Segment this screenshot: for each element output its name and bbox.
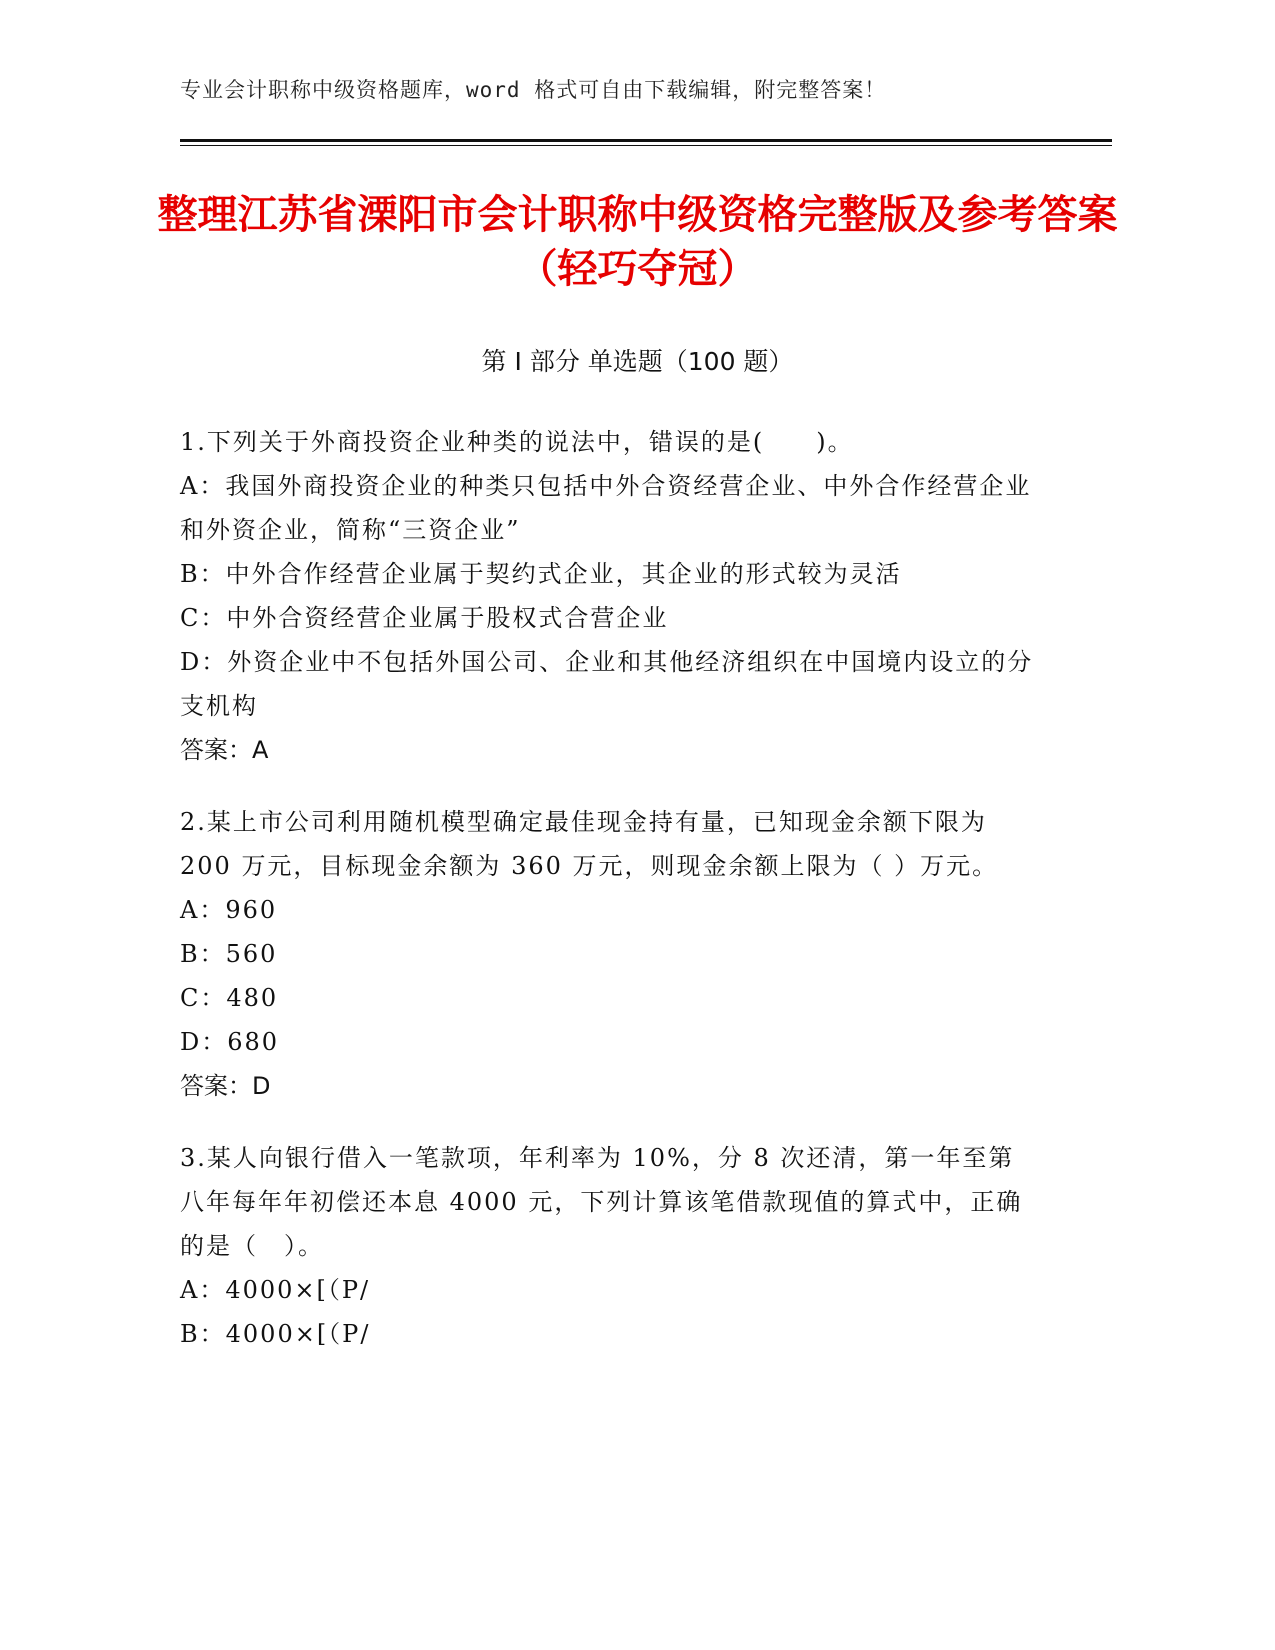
question-1 <box>180 420 1040 772</box>
answer-label: 答案：D <box>180 1072 271 1100</box>
question-stem: 1.下列关于外商投资企业种类的说法中，错误的是( )。 <box>180 428 854 456</box>
document-title: 整理江苏省溧阳市会计职称中级资格完整版及参考答案（轻巧夺冠） <box>157 192 1118 292</box>
option-a: A：我国外商投资企业的种类只包括中外合资经营企业、中外合作经营企业和外资企业，简称“三资企业” <box>180 472 1032 544</box>
question-list <box>180 420 1040 1384</box>
option-c: C：中外合资经营企业属于股权式合营企业 <box>180 604 669 632</box>
option-b: B：560 <box>180 940 278 968</box>
option-d: D：外资企业中不包括外国公司、企业和其他经济组织在中国境内设立的分支机构 <box>180 648 1034 720</box>
question-stem: 3.某人向银行借入一笔款项，年利率为 10%，分 8 次还清，第一年至第八年每年年初偿还本息 4000 元，下列计算该笔借款现值的算式中，正确的是（ ）。 <box>180 1144 1023 1260</box>
option-c: C：480 <box>180 984 279 1012</box>
question-3 <box>180 1136 1040 1356</box>
option-b: B：4000×[（P/ <box>180 1320 371 1348</box>
section-title: 第 I 部分 单选题（100 题） <box>481 347 794 376</box>
question-stem: 2.某上市公司利用随机模型确定最佳现金持有量，已知现金余额下限为 200 万元，目标现金余额为 360 万元，则现金余额上限为（ ）万元。 <box>180 808 999 880</box>
question-2 <box>180 800 1040 1108</box>
option-a: A：4000×[（P/ <box>180 1276 371 1304</box>
header-divider-thin <box>180 145 1112 146</box>
answer-label: 答案：A <box>180 736 269 764</box>
option-a: A：960 <box>180 896 278 924</box>
header-note: 专业会计职称中级资格题库，word 格式可自由下载编辑，附完整答案！ <box>180 78 887 102</box>
option-d: D：680 <box>180 1028 280 1056</box>
header-divider-thick <box>180 139 1112 142</box>
option-b: B：中外合作经营企业属于契约式企业，其企业的形式较为灵活 <box>180 560 902 588</box>
